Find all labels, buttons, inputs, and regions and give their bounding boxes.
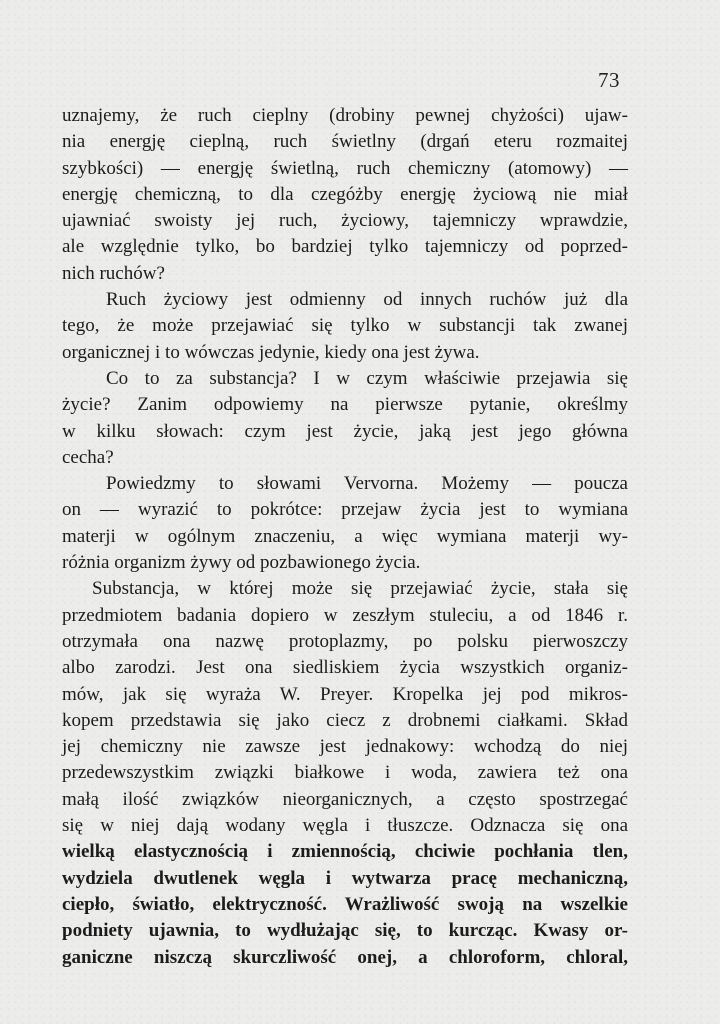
text-line: kopem przedstawia się jako ciecz z drobnemi ciałkami. Skład [62, 709, 628, 731]
text-line: nich ruchów? [62, 262, 165, 284]
text-line: ujawniać swoisty jej ruch, życiowy, tajemniczy wprawdzie, [62, 210, 628, 232]
text-line: się w niej dają wodany węgla i tłuszcze. Odznacza się ona [62, 815, 628, 837]
text-line: Powiedzmy to słowami Vervorna. Możemy — poucza [106, 473, 628, 495]
text-line: ganiczne niszczą skurczliwość onej, a chloroform, chloral, [62, 946, 628, 968]
text-line: różnia organizm żywy od pozbawionego życia. [62, 552, 421, 574]
text-line: on — wyrazić to pokrótce: przejaw życia jest to wymiana [62, 499, 628, 521]
text-line: wielką elastycznością i zmiennością, chciwie pochłania tlen, [62, 841, 628, 863]
text-line: życie? Zanim odpowiemy na pierwsze pytanie, określmy [62, 394, 628, 416]
body-text [62, 103, 628, 971]
text-line: Co to za substancja? I w czym właściwie przejawia się [106, 367, 628, 389]
text-line: energję chemiczną, to dla czegóżby energję życiową nie miał [62, 183, 628, 205]
text-line: organicznej i to wówczas jedynie, kiedy ona jest żywa. [62, 341, 480, 363]
text-line: Ruch życiowy jest odmienny od innych ruchów już dla [106, 289, 628, 311]
text-line: ciepło, światło, elektryczność. Wrażliwość swoją na wszelkie [62, 893, 628, 915]
text-line: albo zarodzi. Jest ona siedliskiem życia wszystkich organiz- [62, 657, 628, 679]
page-number: 73 [598, 68, 620, 92]
text-line: jej chemiczny nie zawsze jest jednakowy: wchodzą do niej [62, 736, 628, 758]
text-line: wydziela dwutlenek węgla i wytwarza pracę mechaniczną, [62, 867, 628, 889]
text-line: otrzymała ona nazwę protoplazmy, po polsku pierwoszczy [62, 630, 628, 652]
text-line: w kilku słowach: czym jest życie, jaką jest jego główna [62, 420, 628, 442]
text-line: małą ilość związków nieorganicznych, a często spostrzegać [62, 788, 628, 810]
text-line: ale względnie tylko, bo bardziej tylko tajemniczy od poprzed- [62, 236, 628, 258]
text-line: cecha? [62, 446, 114, 468]
text-line: nia energję cieplną, ruch świetlny (drgań eteru rozmaitej [62, 131, 628, 153]
text-line: mów, jak się wyraża W. Preyer. Kropelka jej pod mikros- [62, 683, 628, 705]
text-line: uznajemy, że ruch cieplny (drobiny pewnej chyżości) ujaw- [62, 105, 628, 126]
text-line: przedewszystkim związki białkowe i woda, zawiera też ona [62, 762, 628, 784]
text-line: przedmiotem badania dopiero w zeszłym stuleciu, a od 1846 r. [62, 604, 628, 626]
text-line: podniety ujawnia, to wydłużając się, to kurcząc. Kwasy or- [62, 920, 628, 942]
text-line: szybkości) — energję świetlną, ruch chemiczny (atomowy) — [62, 157, 628, 179]
text-line: Substancja, w której może się przejawiać życie, stała się [92, 578, 628, 600]
text-line: tego, że może przejawiać się tylko w substancji tak zwanej [62, 315, 628, 337]
text-line: materji w ogólnym znaczeniu, a więc wymiana materji wy- [62, 525, 628, 547]
